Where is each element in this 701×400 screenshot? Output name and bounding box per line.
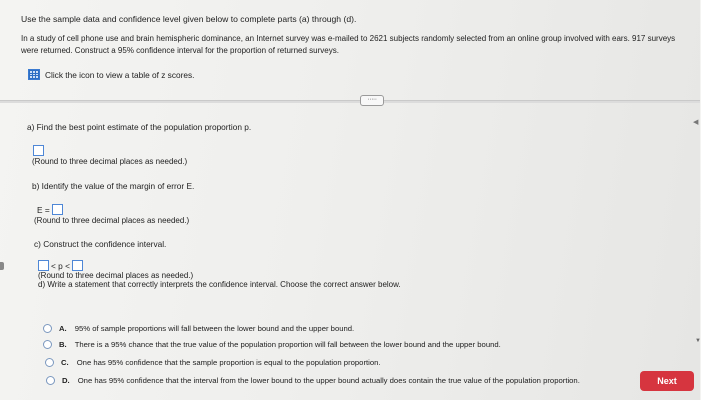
- radio-c[interactable]: [45, 358, 54, 367]
- radio-a[interactable]: [43, 324, 52, 333]
- point-estimate-input[interactable]: [33, 145, 44, 156]
- scroll-arrow-icon[interactable]: ◀: [693, 119, 699, 126]
- option-d-letter: D.: [62, 376, 70, 385]
- upper-bound-input[interactable]: [72, 260, 83, 271]
- option-b-letter: B.: [59, 340, 67, 349]
- radio-d[interactable]: [46, 376, 55, 385]
- section-divider-shadow: [0, 101, 700, 103]
- part-a-question: a) Find the best point estimate of the population proportion p.: [27, 122, 252, 132]
- part-c-question: c) Construct the confidence interval.: [34, 239, 167, 249]
- option-c-letter: C.: [61, 358, 69, 367]
- option-d[interactable]: [46, 376, 580, 385]
- option-b[interactable]: [43, 340, 501, 349]
- option-a-letter: A.: [59, 324, 67, 333]
- confidence-interval-row: [38, 260, 83, 271]
- margin-of-error-input[interactable]: [52, 204, 63, 215]
- part-c-rounding: (Round to three decimal places as needed.): [38, 271, 194, 280]
- interval-symbol: < p <: [51, 260, 70, 271]
- radio-b[interactable]: [43, 340, 52, 349]
- option-c[interactable]: [45, 358, 381, 367]
- ztable-link[interactable]: [28, 69, 194, 80]
- table-icon[interactable]: [28, 69, 40, 80]
- part-b-rounding: (Round to three decimal places as needed.): [34, 216, 190, 225]
- margin-of-error-label: E =: [37, 204, 50, 215]
- lower-bound-input[interactable]: [38, 260, 49, 271]
- ztable-link-label[interactable]: Click the icon to view a table of z scores.: [45, 69, 195, 80]
- part-b-question: b) Identify the value of the margin of error E.: [32, 181, 195, 191]
- option-d-text[interactable]: One has 95% confidence that the interval from the lower bound to the upper bound actually does contain the true value of the population proportion.: [77, 376, 580, 385]
- option-c-text[interactable]: One has 95% confidence that the sample proportion is equal to the population proportion.: [76, 358, 381, 367]
- margin-of-error-row: [37, 204, 63, 215]
- part-a-rounding: (Round to three decimal places as needed.): [32, 157, 188, 166]
- part-d-question: d) Write a statement that correctly interprets the confidence interval. Choose the correct answer below.: [38, 280, 401, 289]
- option-a[interactable]: [43, 324, 354, 333]
- scroll-down-icon[interactable]: ▼: [695, 338, 701, 344]
- next-button[interactable]: Next: [640, 371, 694, 391]
- left-edge-tab: [0, 262, 4, 270]
- option-a-text[interactable]: 95% of sample proportions will fall between the lower bound and the upper bound.: [74, 324, 355, 333]
- instructions-text: Use the sample data and confidence level given below to complete parts (a) through (d).: [21, 14, 357, 24]
- option-b-text[interactable]: There is a 95% chance that the true value of the population proportion will fall between the lower bound and the upper bound.: [74, 340, 501, 349]
- problem-intro: In a study of cell phone use and brain hemispheric dominance, an Internet survey was e-mailed to 2621 subjects randomly selected from an online group involved with ears. 917 surveys were returned. Construct a 95% confidence interval for the proportion of returned surveys.: [21, 34, 676, 55]
- expand-button[interactable]: ·····: [360, 95, 384, 106]
